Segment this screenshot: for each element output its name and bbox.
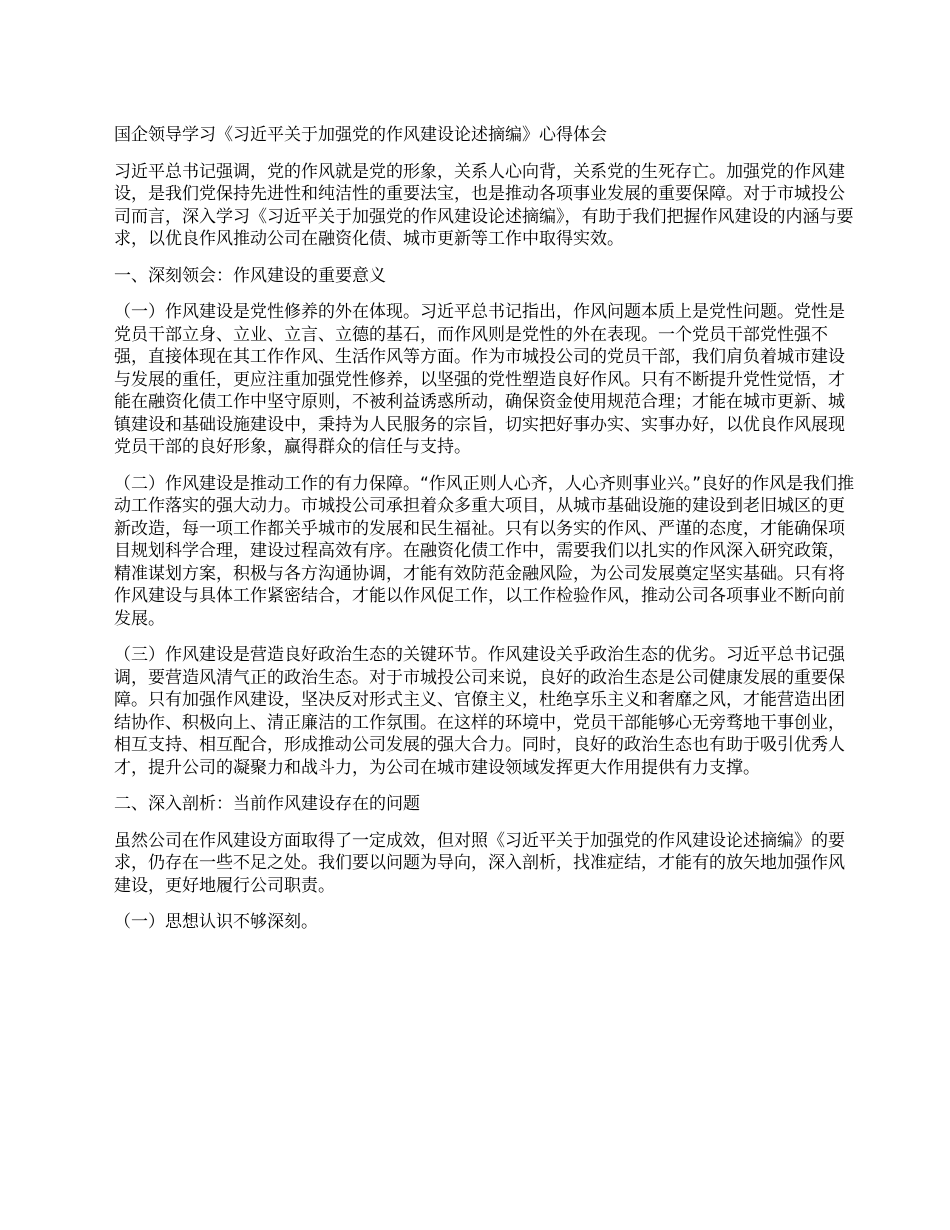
section-heading-2: 二、深入剖析：当前作风建设存在的问题 (114, 794, 420, 814)
section-heading-1: 一、深刻领会：作风建设的重要意义 (114, 265, 386, 286)
document-page (114, 124, 858, 948)
document-title: 国企领导学习《习近平关于加强党的作风建设论述摘编》心得体会 (114, 125, 607, 145)
section1-paragraph-3: （三）作风建设是营造良好政治生态的关键环节。作风建设关乎政治生态的优劣。习近平总书记强调，要营造风清气正的政治生态。对于市城投公司来说，良好的政治生态是公司健康发展的重要保障。只有加强作风建设，坚决反对形式主义、官僚主义，杜绝享乐主义和奢靡之风，才能营造出团结协作、积极向上、清正廉洁的工作氛围。在这样的环境中，党员干部能够心无旁骛地干事创业，相互支持、相互配合，形成推动公司发展的强大合力。同时，良好的政治生态也有助于吸引优秀人才，提升公司的凝聚力和战斗力，为公司在城市建设领域发挥更大作用提供有力支撑。 (114, 645, 845, 778)
section2-paragraph-1: 虽然公司在作风建设方面取得了一定成效，但对照《习近平关于加强党的作风建设论述摘编》的要求，仍存在一些不足之处。我们要以问题为导向，深入剖析，找准症结，才能有的放矢地加强作风建设，更好地履行公司职责。 (114, 830, 845, 896)
intro-paragraph: 习近平总书记强调，党的作风就是党的形象，关系人心向背，关系党的生死存亡。加强党的作风建设，是我们党保持先进性和纯洁性的重要法宝，也是推动各项事业发展的重要保障。对于市城投公司而言，深入学习《习近平关于加强党的作风建设论述摘编》，有助于我们把握作风建设的内涵与要求，以优良作风推动公司在融资化债、城市更新等工作中取得实效。 (114, 161, 854, 249)
section1-paragraph-1: （一）作风建设是党性修养的外在体现。习近平总书记指出，作风问题本质上是党性问题。党性是党员干部立身、立业、立言、立德的基石，而作风则是党性的外在表现。一个党员干部党性强不强，直接体现在其工作作风、生活作风等方面。作为市城投公司的党员干部，我们肩负着城市建设与发展的重任，更应注重加强党性修养，以坚强的党性塑造良好作风。只有不断提升党性觉悟，才能在融资化债工作中坚守原则，不被利益诱惑所动，确保资金使用规范合理；才能在城市更新、城镇建设和基础设施建设中，秉持为人民服务的宗旨，切实把好事办实、实事办好，以优良作风展现党员干部的良好形象，赢得群众的信任与支持。 (114, 302, 845, 457)
section2-paragraph-2: （一）思想认识不够深刻。 (114, 912, 318, 932)
section1-paragraph-2: （二）作风建设是推动工作的有力保障。“作风正则人心齐，人心齐则事业兴。”良好的作风是我们推动工作落实的强大动力。市城投公司承担着众多重大项目，从城市基础设施的建设到老旧城区的更新改造，每一项工作都关乎城市的发展和民生福祉。只有以务实的作风、严谨的态度，才能确保项目规划科学合理，建设过程高效有序。在融资化债工作中，需要我们以扎实的作风深入研究政策，精准谋划方案，积极与各方沟通协调，才能有效防范金融风险，为公司发展奠定坚实基础。只有将作风建设与具体工作紧密结合，才能以作风促工作，以工作检验作风，推动公司各项事业不断向前发展。 (114, 473, 855, 629)
